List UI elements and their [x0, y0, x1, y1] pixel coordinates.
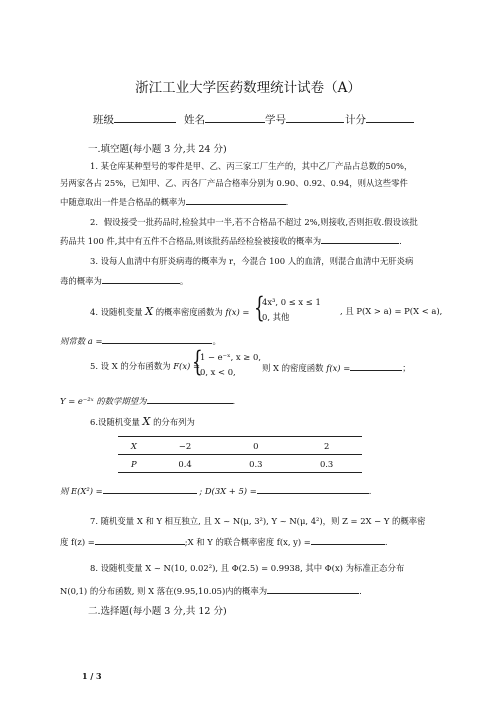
q4-brace: {: [254, 291, 265, 324]
q4-case2: 0, 其他: [262, 312, 290, 322]
name-field: [184, 112, 265, 127]
q6-var: ; D(3X + 5) =: [199, 486, 257, 496]
q5-text2: Y = e⁻²ˣ 的数学期望为: [60, 396, 147, 406]
table-cell: 2: [291, 437, 362, 455]
q7-answer-blank-1: [95, 534, 185, 545]
q4-fx: f(x) =: [225, 307, 250, 317]
name-label: 姓名: [184, 114, 205, 126]
table-cell: 0.3: [291, 455, 362, 473]
section-2-heading: 二.选择题(每小题 3 分,共 12 分): [88, 606, 227, 617]
q6-answer-blank-2: [257, 483, 369, 494]
q4-case1: 4x³, 0 ≤ x ≤ 1: [262, 297, 321, 307]
class-field: [93, 112, 176, 127]
q2-end: .: [399, 236, 402, 246]
table-cell: −2: [150, 437, 221, 455]
q7-joint: ;X 和 Y 的联合概率密度 f(x, y) =: [184, 537, 311, 547]
q5-fx: f(x) =: [326, 363, 351, 373]
table-cell: P: [118, 455, 150, 473]
q7-end: .: [384, 537, 388, 547]
q5-pre: 5. 设 X 的分布函数为: [90, 361, 171, 371]
q6-post: 的分布列为: [153, 417, 195, 427]
table-row-prob: [118, 455, 362, 473]
q3-end: 。: [179, 276, 189, 286]
q4-end: 。: [212, 336, 221, 346]
q1-answer-blank: [186, 194, 286, 205]
q7-line2: [60, 534, 388, 548]
q8-answer-blank: [267, 583, 359, 594]
class-label: 班级: [93, 114, 114, 126]
q6-end: .: [368, 486, 372, 496]
q3-text: 毒的概率为: [60, 276, 102, 286]
q5-case2: 0, x < 0,: [200, 367, 236, 377]
class-blank: [114, 112, 176, 123]
q7-line1: 7. 随机变量 X 和 Y 相互独立, 且 X ~ N(μ, 3²), Y ~ N(μ, 4²)，则 Z = 2X − Y 的概率密: [90, 516, 426, 526]
q6-var-x: X: [142, 415, 151, 428]
q5-case1: 1 − e⁻ˣ, x ≥ 0,: [200, 352, 261, 362]
q6-line2: [60, 483, 371, 497]
q6-answer-blank-1: [103, 483, 197, 494]
q5-end2: .: [232, 396, 236, 406]
q8-line2: [60, 583, 362, 597]
q8-line1: 8. 设随机变量 X ~ N(10, 0.02²), 且 Φ(2.5) = 0.9938, 其中 Φ(x) 为标准正态分布: [90, 563, 405, 573]
q2-line1: 2．假设接受一批药品时,检验其中一半,若不合格品不超过 2%,则接收,否则拒收.假设该批: [90, 217, 418, 227]
name-blank: [205, 112, 265, 123]
q4-text: 则常数 a =: [60, 336, 103, 346]
score-field: [345, 112, 414, 127]
q5-answer-blank-2: [147, 393, 233, 404]
q6-ex2: 则 E(X²) =: [60, 486, 103, 496]
q1-end: .: [285, 197, 289, 207]
q6-line1: [90, 416, 195, 428]
q4-pre: 4. 设随机变量: [90, 307, 143, 317]
q5-Fx: F(x) =: [173, 361, 200, 371]
q7-answer-blank-2: [311, 534, 385, 545]
q4-answer-blank: [102, 333, 212, 344]
q5-mid: 则 X 的密度函数: [262, 363, 324, 373]
q4-condition: , 且 P(X > a) = P(X < a),: [340, 306, 443, 316]
id-label: 学号: [265, 114, 286, 126]
q1-line1: 1. 某仓库某种型号的零件是甲、乙、丙三家工厂生产的，其中乙厂产品占总数的50%，: [90, 161, 413, 171]
q8-end: .: [359, 586, 362, 596]
score-blank: [366, 112, 414, 123]
q5-line1: [90, 360, 200, 372]
q4-var-x: X: [145, 305, 154, 318]
q1-line2: 另两家各占 25%，已知甲、乙、丙各厂产品合格率分别为 0.90、0.92、0.94，则从这些零件: [60, 178, 408, 188]
section-1-heading: 一.填空题(每小题 3 分,共 24 分): [88, 144, 227, 155]
q1-line3: [60, 194, 288, 208]
q8-text: N(0,1) 的分布函数, 则 X 落在(9.95,10.05)内的概率为: [60, 586, 268, 596]
q7-fz: 度 f(z) =: [60, 537, 95, 547]
q2-text: 药品共 100 件,其中有五件不合格品,则该批药品经检验被接收的概率为: [60, 236, 322, 246]
score-label: 计分: [345, 114, 366, 126]
q5-answer-blank-1: [350, 360, 402, 371]
id-field: [265, 112, 344, 127]
table-cell: X: [118, 437, 150, 455]
q2-line2: [60, 233, 402, 247]
id-blank: [286, 112, 344, 123]
page-number: 1 / 3: [82, 671, 102, 681]
q1-text: 中随意取出一件是合格品的概率为: [60, 197, 186, 207]
q3-line1: 3. 设每人血清中有肝炎病毒的概率为 r，今混合 100 人的血清，则混合血清中无肝炎病: [90, 256, 414, 266]
q4-line1: [90, 306, 249, 318]
q6-pre: 6.设随机变量: [90, 417, 140, 427]
q3-line2: [60, 273, 188, 287]
table-cell: 0.4: [150, 455, 221, 473]
distribution-table: [118, 436, 362, 473]
q2-answer-blank: [321, 233, 399, 244]
table-cell: 0.3: [220, 455, 291, 473]
table-row-header: [118, 437, 362, 455]
q5-density: [262, 360, 411, 374]
page-title: 浙江工业大学医药数理统计试卷（A）: [135, 80, 361, 96]
q5-line2: [60, 393, 235, 407]
q3-answer-blank: [102, 273, 180, 284]
table-cell: 0: [220, 437, 291, 455]
q4-mid: 的概率密度函数为: [155, 307, 223, 317]
q5-end: ；: [402, 363, 411, 373]
q5-brace: {: [192, 345, 203, 378]
